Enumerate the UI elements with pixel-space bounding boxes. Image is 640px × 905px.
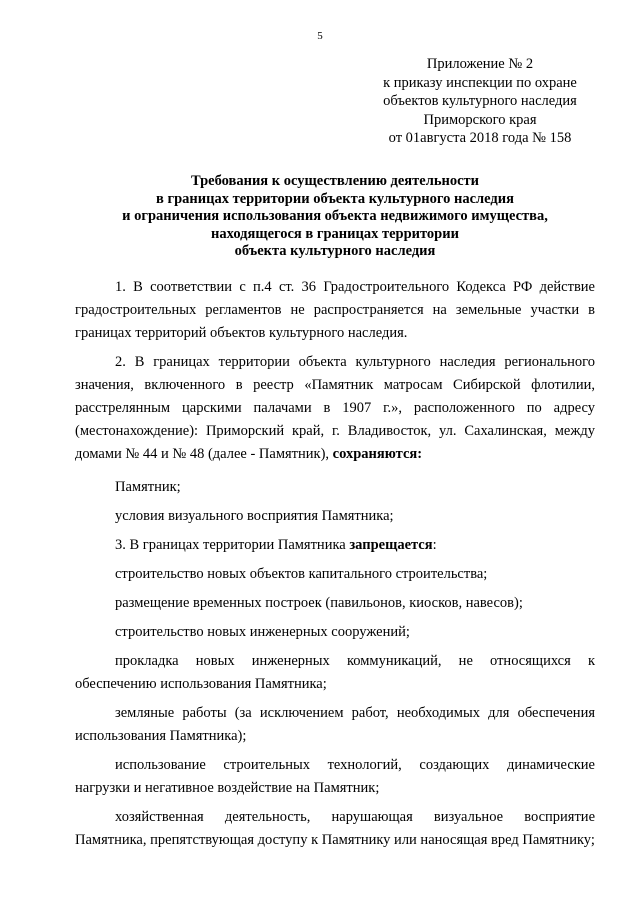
section-3-colon: : (432, 537, 437, 553)
title-line: Требования к осуществлению деятельности (190, 173, 480, 189)
list-item: строительство новых инженерных сооружений; (115, 624, 410, 640)
document-body (75, 276, 595, 852)
section-2-bold: сохраняются: (332, 446, 423, 462)
section-3-bold: запрещается (349, 537, 433, 553)
annex-line: от 01августа 2018 года № 158 (388, 130, 572, 146)
annex-line: объектов культурного наследия (383, 93, 577, 109)
section-3-text: 3. В границах территории Памятника (115, 537, 346, 553)
annex-line: к приказу инспекции по охране (383, 74, 577, 91)
section-1: 1. В соответствии с п.4 ст. 36 Градостроительного Кодекса РФ действие градостроительных регламентов не распространяется на земельные участки в границах территорий объектов культурного наследия. (75, 279, 595, 341)
list-item: хозяйственная деятельность, нарушающая визуальное восприятие Памятника, препятствующая доступу к Памятнику или наносящая вред Памятнику; (75, 809, 595, 848)
title-line: находящегося в границах территории (211, 225, 459, 242)
list-item: Памятник; (115, 479, 181, 495)
annex-line: Приморского края (423, 111, 537, 128)
annex-line: Приложение № 2 (426, 56, 534, 72)
list-item: прокладка новых инженерных коммуникаций, не относящихся к обеспечению использования Памятника; (75, 653, 595, 692)
list-item: условия визуального восприятия Памятника; (115, 508, 394, 524)
title-line: объекта культурного наследия (234, 243, 436, 260)
section-2 (75, 351, 595, 466)
list-item: строительство новых объектов капитального строительства; (115, 566, 488, 582)
annex-header (330, 55, 630, 148)
list-item: земляные работы (за исключением работ, необходимых для обеспечения использования Памятника); (75, 705, 595, 744)
section-3-heading (75, 534, 595, 557)
title-line: в границах территории объекта культурного наследия (156, 190, 514, 207)
page-number: 5 (317, 30, 323, 42)
document-title (70, 173, 600, 261)
section-2-text: 2. В границах территории объекта культурного наследия регионального значения, включенного в реестр «Памятник матросам Сибирской флотилии, расстрелянным царскими палачами в 1907 г.», расположенного по адресу (местонахождение): Приморский край, г. Владивосток, ул. Сахалинская, между домами № 44 и № 48 (далее - Памятник), (75, 354, 595, 462)
list-item: размещение временных построек (павильонов, киосков, навесов); (115, 595, 523, 611)
list-item: использование строительных технологий, создающих динамические нагрузки и негативное воздействие на Памятник; (75, 757, 595, 796)
title-line: и ограничения использования объекта недвижимого имущества, (122, 208, 548, 225)
